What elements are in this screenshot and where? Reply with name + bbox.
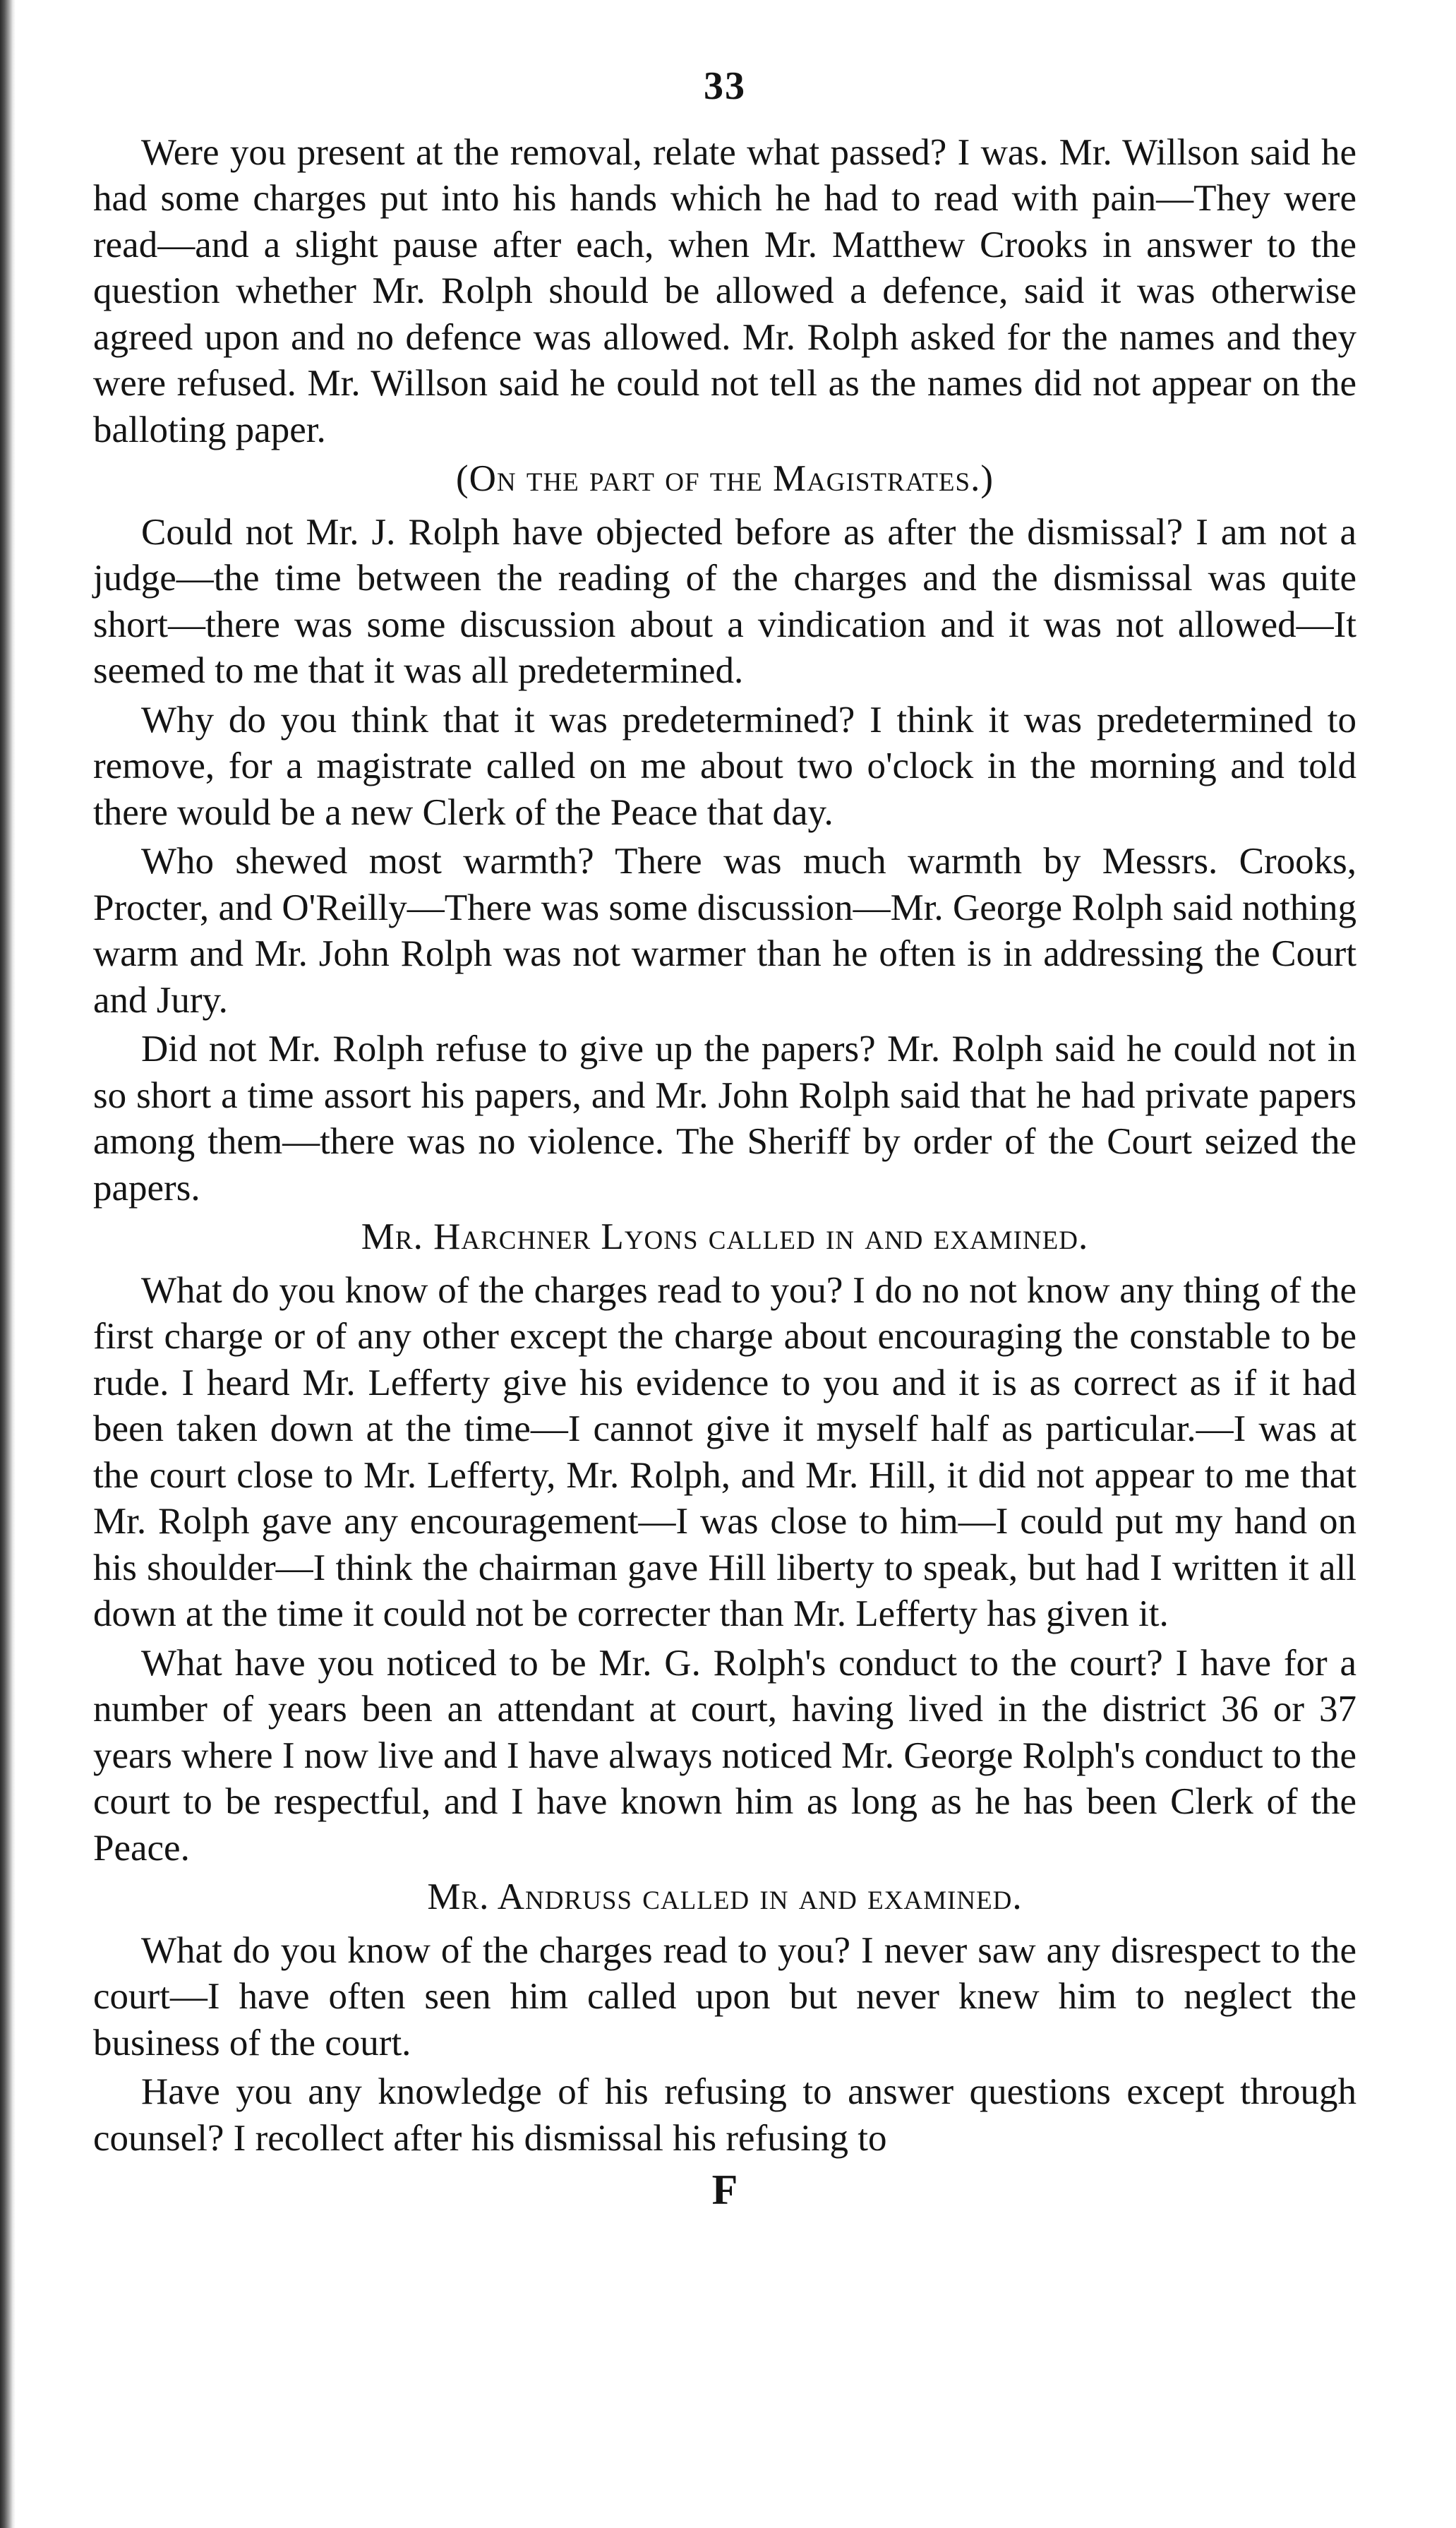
section-heading: (On the part of the Magistrates.) bbox=[455, 458, 994, 499]
document-page bbox=[93, 64, 1356, 2492]
section-heading: Mr. Andruss called in and examined. bbox=[427, 1876, 1023, 1917]
paragraph: Why do you think that it was predetermined? I think it was predetermined to remove, for a magistrate called on me about two o'clock in the morning and told there would be a new Clerk of the Peace that day. bbox=[93, 699, 1356, 833]
paragraph: What have you noticed to be Mr. G. Rolph's conduct to the court? I have for a number of years been an attendant at court, having lived in the district 36 or 37 years where I now live and I have always noticed Mr. George Rolph's conduct to the court to be respectful, and I have known him as long as he has been Clerk of the Peace. bbox=[93, 1642, 1356, 1869]
page-number: 33 bbox=[704, 64, 746, 108]
paragraph: Who shewed most warmth? There was much warmth by Messrs. Crooks, Procter, and O'Reilly—There was some discussion—Mr. George Rolph said nothing warm and Mr. John Rolph was not warmer than he often is in addressing the Court and Jury. bbox=[93, 841, 1356, 1021]
paragraph: Could not Mr. J. Rolph have objected before as after the dismissal? I am not a judge—the time between the reading of the charges and the dismissal was quite short—there was some discussion about a vindication and it was not allowed—It seemed to me that it was all predetermined. bbox=[93, 511, 1356, 691]
signature-mark: F bbox=[711, 2167, 738, 2213]
section-heading: Mr. Harchner Lyons called in and examined. bbox=[361, 1216, 1089, 1257]
paragraph: Were you present at the removal, relate what passed? I was. Mr. Willson said he had some charges put into his hands which he had to read with pain—They were read—and a slight pause after each, when Mr. Matthew Crooks in answer to the question whether Mr. Rolph should be allowed a defence, said it was otherwise agreed upon and no defence was allowed. Mr. Rolph asked for the names and they were refused. Mr. Willson said he could not tell as the names did not appear on the balloting paper. bbox=[93, 131, 1356, 450]
binding-edge bbox=[0, 0, 16, 2528]
paragraph: Did not Mr. Rolph refuse to give up the papers? Mr. Rolph said he could not in so short a time assort his papers, and Mr. John Rolph said that he had private papers among them—there was no violence. The Sheriff by order of the Court seized the papers. bbox=[93, 1029, 1356, 1209]
paragraph: What do you know of the charges read to you? I never saw any disrespect to the court—I have often seen him called upon but never knew him to neglect the business of the court. bbox=[93, 1929, 1356, 2063]
paragraph: Have you any knowledge of his refusing to answer questions except through counsel? I recollect after his dismissal his refusing to bbox=[93, 2071, 1356, 2159]
paragraph: What do you know of the charges read to you? I do no not know any thing of the first charge or of any other except the charge about encouraging the constable to be rude. I heard Mr. Lefferty give his evidence to you and it is as correct as if it had been taken down at the time—I cannot give it myself half as particular.—I was at the court close to Mr. Lefferty, Mr. Rolph, and Mr. Hill, it did not appear to me that Mr. Rolph gave any encouragement—I was close to him—I could put my hand on his shoulder—I think the chairman gave Hill liberty to speak, but had I written it all down at the time it could not be correcter than Mr. Lefferty has given it. bbox=[93, 1269, 1356, 1634]
